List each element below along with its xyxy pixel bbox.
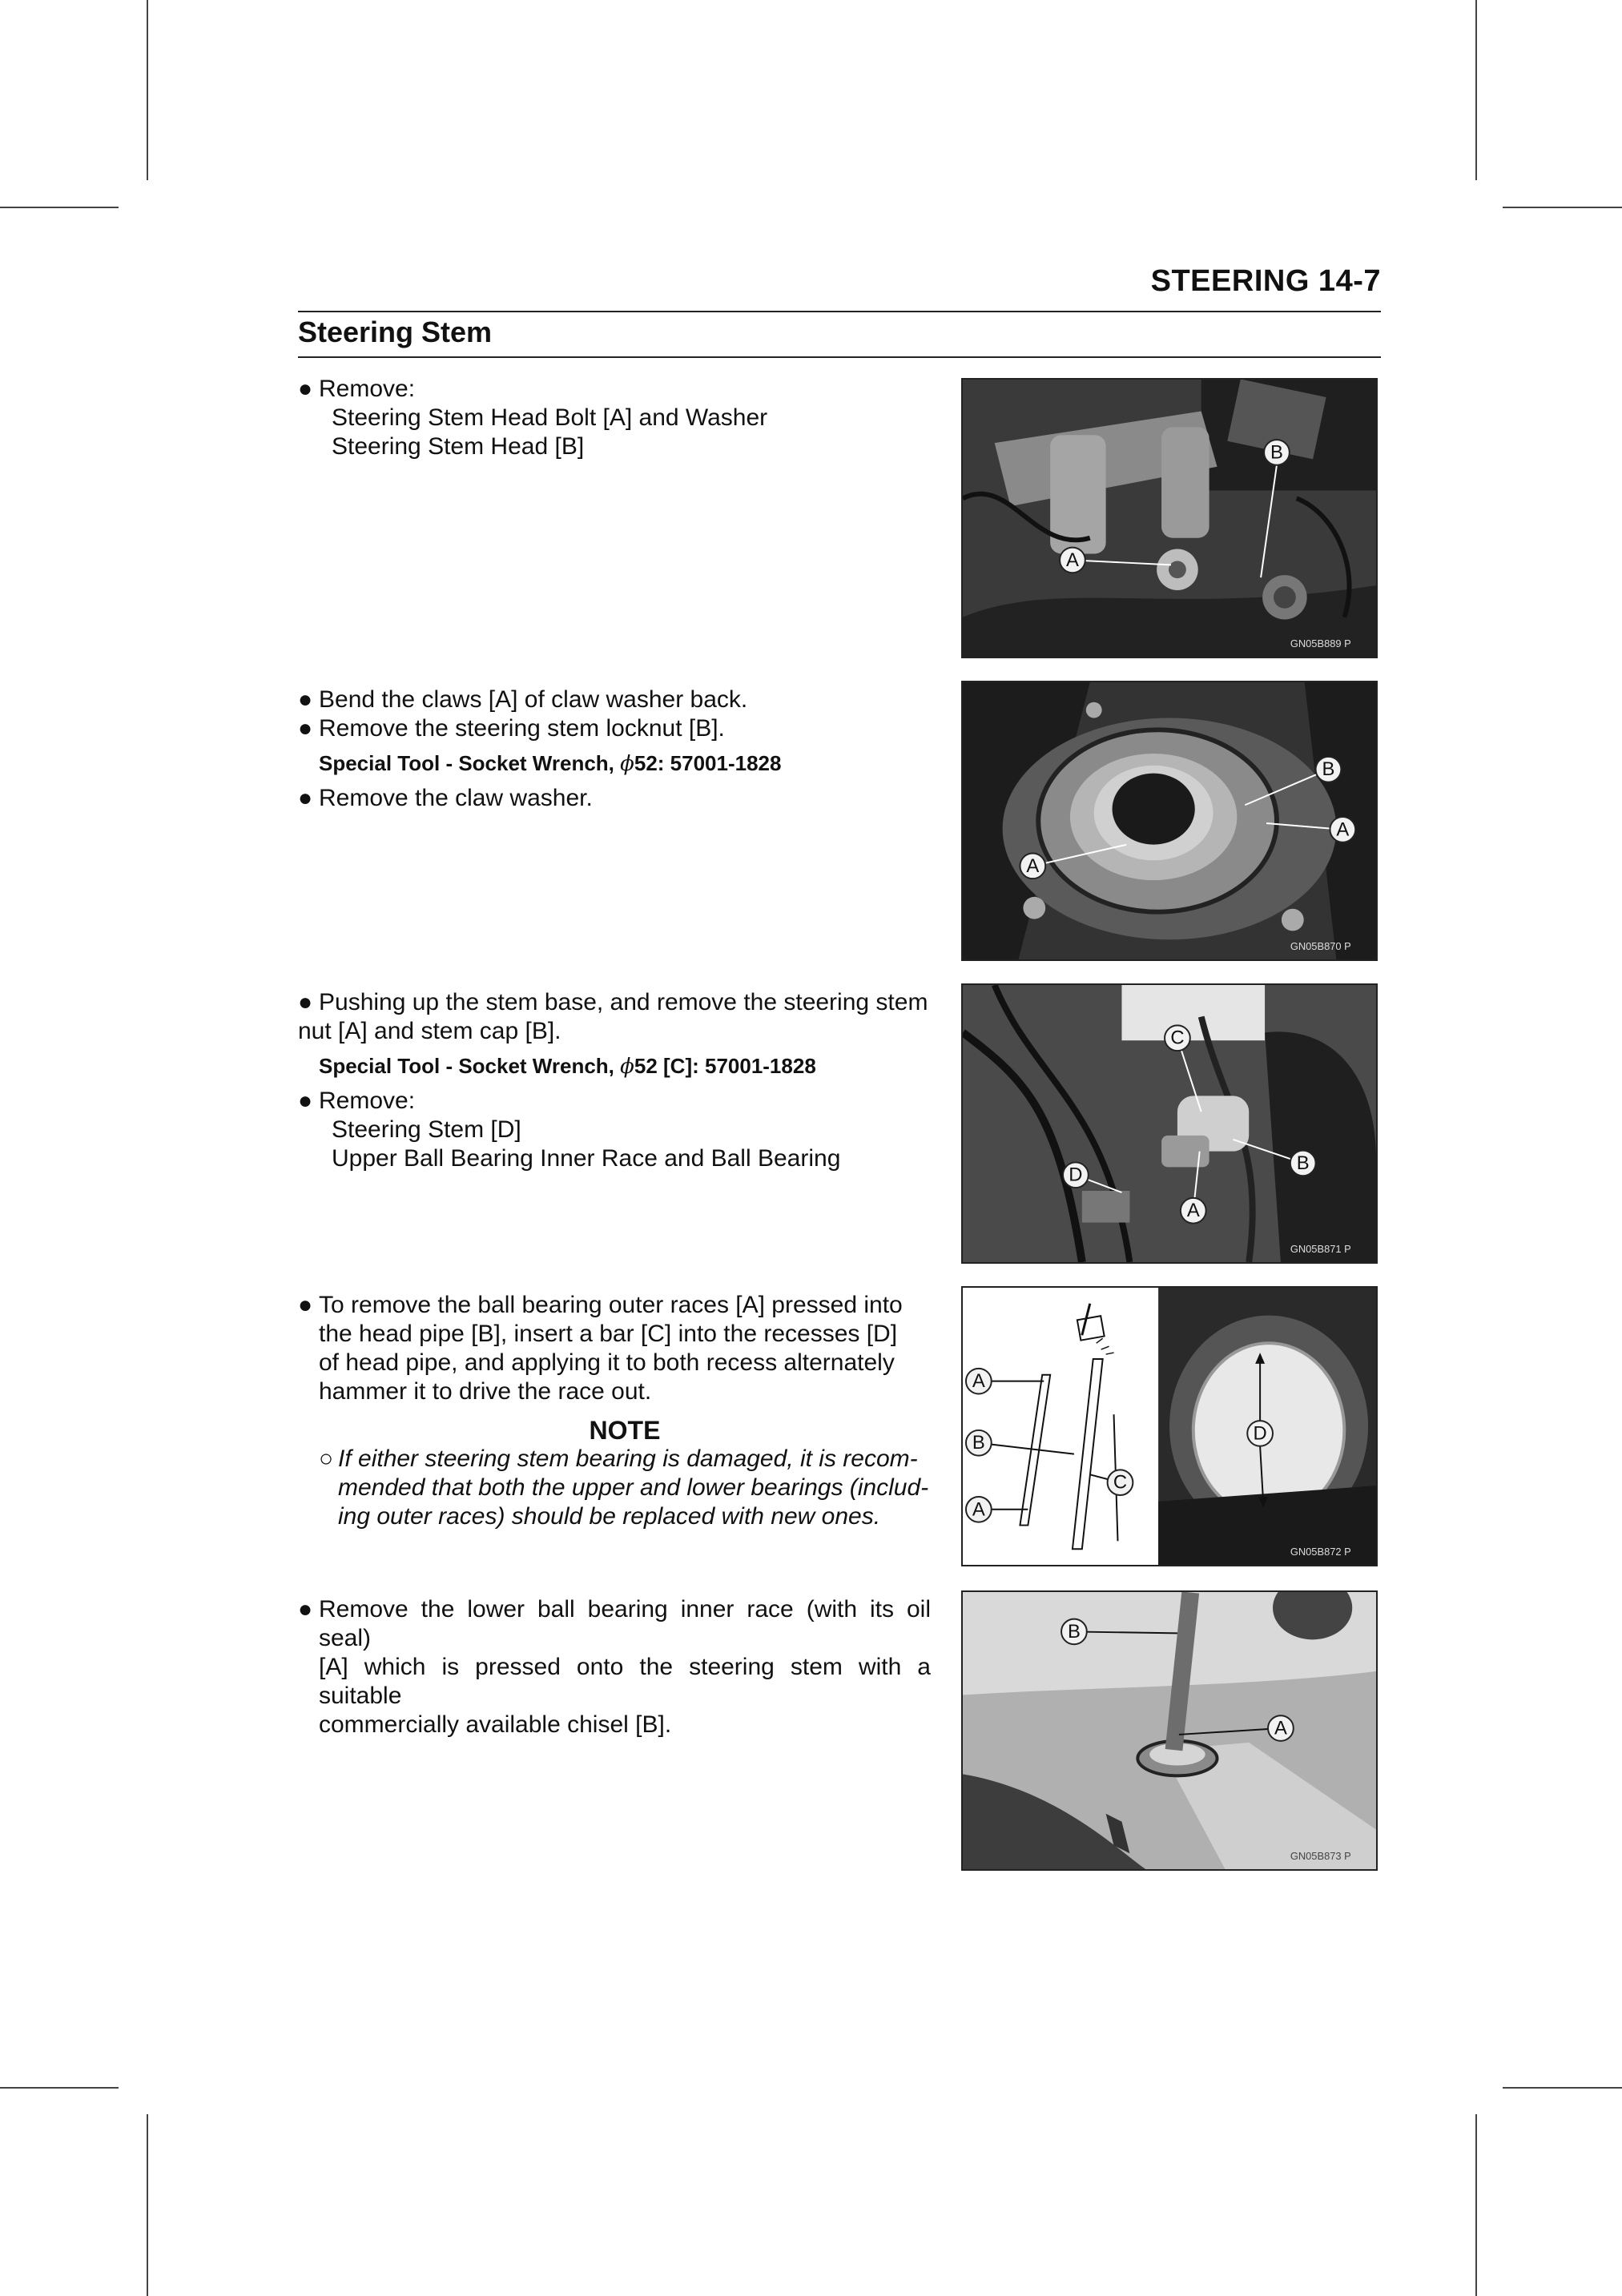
bullet-line: ● Remove: [298,376,416,402]
step-2 [298,686,931,813]
svg-text:A: A [972,1498,985,1521]
svg-text:A: A [972,1370,985,1393]
callout-c [1108,1470,1133,1495]
bullet-line: ● Remove: [298,1088,416,1114]
bullet-icon: ● [298,686,313,713]
text-line: [A] which is pressed onto the steering stem with a suitable [319,1654,931,1709]
figure-code: GN05B871 P [1290,1243,1351,1256]
figure-stem-locknut [961,681,1378,961]
section-rule [298,356,1381,358]
crop-mark [1475,2114,1477,2296]
figure-code: GN05B872 P [1290,1546,1351,1558]
crop-mark [1475,0,1477,180]
figure-lower-inner-race [961,1590,1378,1871]
text-line: the head pipe [B], insert a bar [C] into the recesses [D] [319,1321,898,1347]
text-line: commercially available chisel [B]. [319,1711,672,1738]
callout-a [1020,854,1045,879]
figure-steering-stem-head [961,378,1378,658]
bullet-line: ● Bend the claws [A] of claw washer back. [298,686,748,713]
text-line: nut [A] and stem cap [B]. [298,1018,561,1044]
note-line: ○ If either steering stem bearing is damaged, it is recom- [319,1446,918,1472]
special-tool: Special Tool - Socket Wrench, ϕ52 [C]: 57001-1828 [319,1054,816,1079]
crop-mark [0,207,119,208]
page-header: STEERING 14-7 [1150,264,1381,298]
callout-d [1063,1162,1089,1188]
step-4 [298,1291,931,1531]
note-title: NOTE [589,1416,661,1445]
svg-text:C: C [1170,1027,1185,1049]
header-rule [298,311,1381,312]
crop-mark [1503,2087,1622,2089]
svg-text:B: B [1067,1620,1081,1643]
special-tool: Special Tool - Socket Wrench, ϕ52: 57001-1828 [319,751,782,776]
figure-code: GN05B889 P [1290,637,1351,650]
callout-a [1181,1198,1206,1224]
svg-text:B: B [1270,441,1283,464]
callout-b [966,1430,992,1456]
callout-a [1268,1715,1294,1741]
figure-stem-nut [961,983,1378,1264]
callout-a [1060,548,1085,573]
callout-b [1316,757,1342,782]
svg-text:A: A [1336,818,1350,841]
note-line: mended that both the upper and lower bearings (includ- [338,1474,929,1501]
svg-text:A: A [1026,854,1040,877]
callout-c [1165,1025,1190,1051]
crop-mark [1503,207,1622,208]
bullet-icon: ● [298,785,313,811]
note-line: ing outer races) should be replaced with new ones. [338,1503,881,1530]
svg-text:A: A [1274,1717,1287,1739]
sub-item: Steering Stem [D] [332,1116,521,1143]
bullet-icon: ● [298,376,313,402]
bullet-icon: ● [298,715,313,742]
step-5 [298,1595,931,1739]
callout-d [1247,1421,1273,1446]
text-line: of head pipe, and applying it to both recess alternately [319,1349,895,1376]
crop-mark [147,0,148,180]
svg-text:A: A [1186,1200,1200,1222]
svg-text:C: C [1113,1471,1128,1494]
callout-a [966,1369,992,1394]
circle-bullet-icon: ○ [319,1446,334,1472]
sub-item: Steering Stem Head [B] [332,433,585,460]
svg-text:D: D [1253,1422,1267,1445]
bullet-line: ● Remove the lower ball bearing inner race (with its oil seal) [298,1596,931,1651]
sub-item: Steering Stem Head Bolt [A] and Washer [332,404,768,431]
bullet-line: ● Remove the claw washer. [298,785,593,811]
callout-a [966,1497,992,1522]
svg-text:B: B [972,1432,985,1454]
bullet-icon: ● [298,1292,313,1318]
figure-outer-race-removal [961,1286,1378,1566]
step-3 [298,988,931,1173]
bullet-icon: ● [298,1596,313,1622]
bullet-line: ● Pushing up the stem base, and remove the steering stem [298,989,928,1015]
bullet-icon: ● [298,989,313,1015]
callout-a [1330,817,1355,842]
svg-text:B: B [1296,1152,1310,1174]
svg-text:A: A [1065,549,1079,571]
figure-code: GN05B873 P [1290,1850,1351,1863]
step-1 [298,375,931,461]
crop-mark [0,2087,119,2089]
section-title: Steering Stem [298,316,493,348]
callout-b [1290,1151,1316,1176]
figure-code: GN05B870 P [1290,940,1351,953]
text-line: hammer it to drive the race out. [319,1378,652,1405]
svg-text:B: B [1322,758,1335,781]
bullet-icon: ● [298,1088,313,1114]
callout-b [1264,440,1290,465]
svg-text:D: D [1069,1164,1083,1186]
callout-b [1061,1619,1087,1645]
crop-mark [147,2114,148,2296]
bullet-line: ● Remove the steering stem locknut [B]. [298,715,725,742]
bullet-line: ● To remove the ball bearing outer races [A] pressed into [298,1292,903,1318]
sub-item: Upper Ball Bearing Inner Race and Ball Bearing [332,1145,841,1172]
